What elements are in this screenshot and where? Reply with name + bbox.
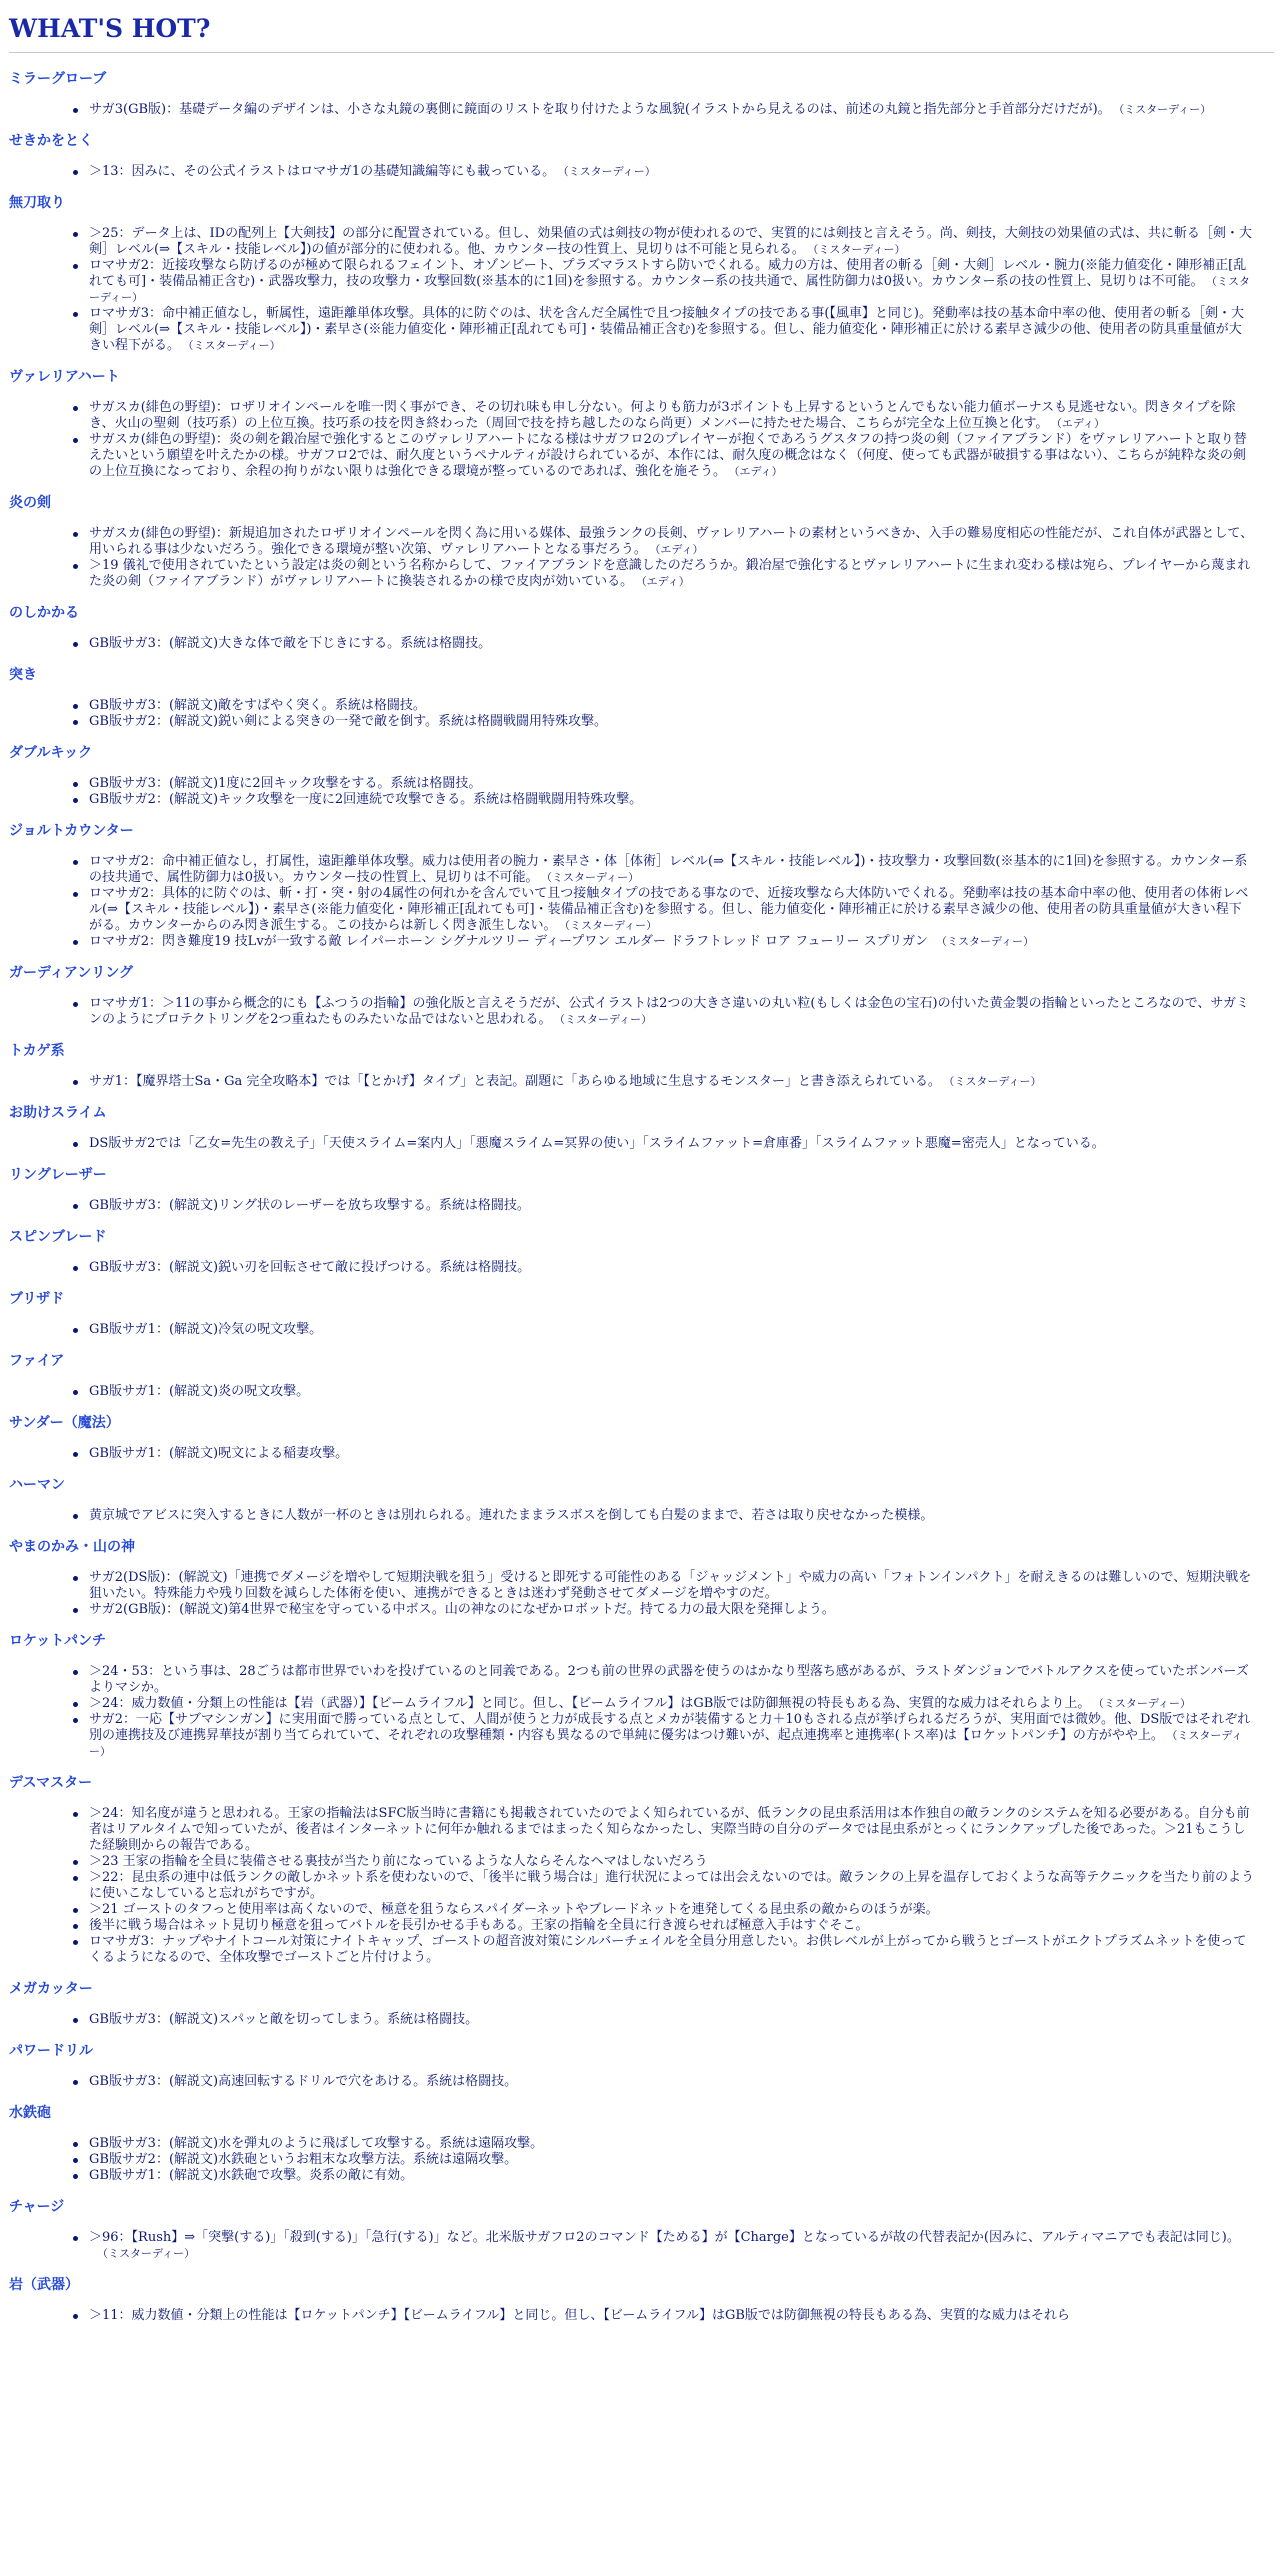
comment-author: （ミスターディー）	[89, 275, 1251, 304]
comment-item	[89, 432, 1274, 480]
entry-section	[9, 71, 1274, 118]
entry-heading-link[interactable]: ヴァレリアハート	[9, 369, 120, 385]
comment-item	[89, 2230, 1274, 2262]
entry-heading-link[interactable]: ダブルキック	[9, 745, 93, 761]
entry-section	[9, 1633, 1274, 1760]
comment-text: GB版サガ3：(解説文)リング状のレーザーを放ち攻撃する。系統は格闘技。	[89, 1198, 530, 1213]
comment-text: GB版サガ1：(解説文)水鉄砲で攻撃。炎系の敵に有効。	[89, 2168, 414, 2183]
comment-item	[89, 558, 1274, 590]
comment-list	[9, 164, 1274, 180]
comment-author: （ミスターディー）	[812, 243, 906, 256]
entry-section	[9, 605, 1274, 652]
entry-heading-link[interactable]: ロケットパンチ	[9, 1633, 107, 1649]
comment-author: （ミスターディー）	[1118, 103, 1212, 116]
comment-list	[9, 226, 1274, 354]
comment-item	[89, 1198, 1274, 1214]
comment-list	[9, 1322, 1274, 1338]
comment-list	[9, 1074, 1274, 1090]
entry-section	[9, 1477, 1274, 1524]
entry-section	[9, 1415, 1274, 1462]
entry-heading-link[interactable]: サンダー（魔法）	[9, 1415, 120, 1431]
entry-section	[9, 1105, 1274, 1152]
comment-author: （ミスターディー）	[564, 919, 658, 932]
entry-heading-link[interactable]: のしかかる	[9, 605, 79, 621]
entry-heading-link[interactable]: パワードリル	[9, 2043, 93, 2059]
comment-text: GB版サガ3：(解説文)1度に2回キック攻撃をする。系統は格闘技。	[89, 776, 482, 791]
comment-text: ＞13：因みに、その公式イラストはロマサガ1の基礎知識編等にも載っている。	[89, 164, 556, 179]
entry-section	[9, 2105, 1274, 2184]
comment-author: （エディ）	[734, 465, 783, 478]
entry-section	[9, 1291, 1274, 1338]
comment-item	[89, 400, 1274, 432]
comment-text: GB版サガ2：(解説文)水鉄砲というお粗末な攻撃方法。系統は遠隔攻撃。	[89, 2152, 518, 2167]
entry-section	[9, 2043, 1274, 2090]
comment-item	[89, 1322, 1274, 1338]
entries-list	[9, 71, 1274, 2324]
entry-heading-link[interactable]: ハーマン	[9, 1477, 65, 1493]
comment-item	[89, 1696, 1274, 1712]
comment-item	[89, 1446, 1274, 1462]
comment-list	[9, 698, 1274, 730]
comment-author: （ミスターディー）	[546, 871, 640, 884]
comment-item	[89, 792, 1274, 808]
comment-list	[9, 1570, 1274, 1618]
entry-section	[9, 133, 1274, 180]
comment-text: ロマサガ2：命中補正値なし，打属性，遠距離単体攻撃。威力は使用者の腕力・素早さ・体［体術］レベル(⇒【スキル・技能レベル】)・技攻撃力・攻撃回数(※基本的に1回)を参照する。カウンター系の技共通で、属性防御力は0扱い。カウンター技の性質上、見切りは不可能。	[89, 854, 1248, 885]
comment-item	[89, 2136, 1274, 2152]
comment-author: （エディ）	[641, 575, 690, 588]
comment-item	[89, 1664, 1274, 1696]
entry-heading-link[interactable]: 無刀取り	[9, 195, 65, 211]
comment-text: 黄京城でアビスに突入するときに人数が一杯のときは別れられる。連れたままラスボスを倒しても白髪のままで、若さは取り戻せなかった模様。	[89, 1508, 934, 1523]
comment-list	[9, 2012, 1274, 2028]
comment-item	[89, 1854, 1274, 1870]
comment-text: ＞22：昆虫系の連中は低ランクの敵しかネット系を使わないので、「後半に戦う場合は」進行状況によっては出会えないのでは。敵ランクの上昇を温存しておくような高等テクニックを当たり前のように使いこなしていると忘れがちですが。	[89, 1870, 1254, 1901]
comment-text: ロマサガ3：ナップやナイトコール対策にナイトキャップ、ゴーストの超音波対策にシルバーチェイルを全員分用意したい。お供レベルが上がってから戦うとゴーストがエクトプラズムネットを使ってくるようになるので、全体攻撃でゴーストごと片付けよう。	[89, 1934, 1247, 1965]
entry-heading-link[interactable]: スピンブレード	[9, 1229, 107, 1245]
comment-item	[89, 2308, 1274, 2324]
comment-author: （ミスターディー）	[97, 2247, 196, 2260]
entry-section	[9, 2199, 1274, 2262]
comment-item	[89, 1570, 1274, 1602]
entry-section	[9, 369, 1274, 480]
comment-text: ＞25：データ上は、IDの配列上【大剣技】の部分に配置されている。但し、効果値の式は剣技の物が使われるので、実質的には剣技と言えそう。尚、剣技，大剣技の効果値の式は、共に斬る［剣・大剣］レベル(⇒【スキル・技能レベル】)の値が部分的に使われる。他、カウンター技の性質上、見切りは不可能と見られる。	[89, 226, 1252, 257]
entry-section	[9, 195, 1274, 354]
comment-author: （ミスターディー）	[188, 339, 281, 352]
entry-heading-link[interactable]: やまのかみ・山の神	[9, 1539, 135, 1555]
entry-heading-link[interactable]: ガーディアンリング	[9, 965, 134, 981]
comment-text: ＞11：威力数値・分類上の性能は【ロケットパンチ】【ビームライフル】と同じ。但し、【ビームライフル】はGB版では防御無視の特長もある為、実質的な威力はそれら	[89, 2308, 1070, 2323]
entry-heading-link[interactable]: トカゲ系	[9, 1043, 65, 1059]
title-divider	[9, 52, 1274, 53]
comment-list	[9, 2074, 1274, 2090]
comment-text: GB版サガ3：(解説文)敵をすばやく突く。系統は格闘技。	[89, 698, 426, 713]
comment-text: 後半に戦う場合はネット見切り極意を狙ってバトルを長引かせる手もある。王家の指輪を全員に行き渡らせれば極意入手はすぐそこ。	[89, 1918, 869, 1933]
comment-text: GB版サガ1：(解説文)冷気の呪文攻撃。	[89, 1322, 323, 1337]
comment-item	[89, 102, 1274, 118]
comment-text: ＞24：威力数値・分類上の性能は【岩（武器）】【ビームライフル】と同じ。但し、【ビームライフル】はGB版では防御無視の特長もある為、実質的な威力はそれらより上。	[89, 1696, 1091, 1711]
comment-text: GB版サガ3：(解説文)水を弾丸のように飛ばして攻撃する。系統は遠隔攻撃。	[89, 2136, 544, 2151]
entry-section	[9, 1043, 1274, 1090]
comment-item	[89, 2168, 1274, 2184]
comment-item	[89, 1074, 1274, 1090]
comment-item	[89, 636, 1274, 652]
entry-heading-link[interactable]: お助けスライム	[9, 1105, 107, 1121]
entry-heading-link[interactable]: せきかをとく	[9, 133, 93, 149]
comment-text: GB版サガ1：(解説文)炎の呪文攻撃。	[89, 1384, 310, 1399]
comment-text: サガ2(GB版)：(解説文)第4世界で秘宝を守っている中ボス。山の神なのになぜかロボットだ。持てる力の最大限を発揮しよう。	[89, 1602, 835, 1617]
comment-item	[89, 2012, 1274, 2028]
comment-author: （エディ）	[1056, 417, 1106, 430]
comment-text: サガ2(DS版)：(解説文)「連携でダメージを増やして短期決戦を狙う」受けると即死する可能性のある「ジャッジメント」や威力の高い「フォトンインパクト」を耐えきるのは難しいので、短期決戦を狙いたい。特殊能力や残り回数を減らした体術を使い、連携ができるときは迷わず発動させてダメージを増やすのだ。	[89, 1570, 1252, 1601]
entry-section	[9, 823, 1274, 950]
comment-list	[9, 776, 1274, 808]
comment-item	[89, 226, 1274, 258]
comment-text: ＞21 ゴーストのタフっと使用率は高くないので、極意を狙うならスパイダーネットやブレードネットを連発してくる昆虫系の敵からのほうが楽。	[89, 1902, 939, 1917]
comment-text: GB版サガ3：(解説文)大きな体で敵を下じきにする。系統は格闘技。	[89, 636, 492, 651]
entry-section	[9, 1353, 1274, 1400]
comment-text: サガ2：一応【サブマシンガン】に実用面で勝っている点として、人間が使うと力が成長する点とメカが装備すると力＋10もされる点が挙げられるだろうが、実用面では微妙。他、DS版ではそれぞれ別の連携技及び連携昇華技が割り当てられていて、それぞれの攻撃種類・内容も異なるので単純に優劣はつけ難いが、起点連携率と連携率(トス率)は【ロケットパンチ】の方がやや上。	[89, 1712, 1251, 1743]
comment-text: ＞96：【Rush】⇒「突撃(する)」「殺到(する)」「急行(する)」など。北米版サガフロ2のコマンド【ためる】が【Charge】となっているが故の代替表記か(因みに、アルティマニアでも表記は同じ)。	[89, 2230, 1240, 2245]
comment-item	[89, 1384, 1274, 1400]
comment-text: GB版サガ2：(解説文)鋭い剣による突きの一発で敵を倒す。系統は格闘戦闘用特殊攻撃。	[89, 714, 608, 729]
entry-heading-link[interactable]: ミラーグローブ	[9, 71, 107, 87]
comment-item	[89, 258, 1274, 306]
comment-text: ＞24：知名度が違うと思われる。王家の指輪法はSFC版当時に書籍にも掲載されていたのでよく知られているが、低ランクの昆虫系活用は本作独自の敵ランクのシステムを知る必要がある。自分も前者はリアルタイムで知っていたが、後者はインターネットに何年か触れるまではまったく知らなかったし、実際当時の自分のデータでは昆虫系がとっくにランクアップした後であった。＞21もこうした経験則からの報告である。	[89, 1806, 1250, 1853]
comment-text: ロマサガ2：具体的に防ぐのは、斬・打・突・射の4属性の何れかを含んでいて且つ接触タイプの技である事なので、近接攻撃なら大体防いでくれる。発動率は技の基本命中率の他、使用者の体術レベル(⇒【スキル・技能レベル】)・素早さ(※能力値変化・陣形補正[乱れても可]・装備品補正含む)を参照する。但し、能力値変化・陣形補正に於ける素早さ減少の他、使用者の防具重量値が大きい程下がる。カウンターからのみ閃き派生する。この技からは新しく閃き派生しない。	[89, 886, 1249, 933]
entry-section	[9, 1229, 1274, 1276]
comment-list	[9, 1446, 1274, 1462]
comment-list	[9, 1384, 1274, 1400]
comment-item	[89, 2074, 1274, 2090]
comment-text: GB版サガ3：(解説文)鋭い刃を回転させて敵に投げつける。系統は格闘技。	[89, 1260, 531, 1275]
comment-list	[9, 2308, 1274, 2324]
comment-text: GB版サガ1：(解説文)呪文による稲妻攻撃。	[89, 1446, 349, 1461]
comment-list	[9, 1198, 1274, 1214]
entry-section	[9, 667, 1274, 730]
entry-heading-link[interactable]: チャージ	[9, 2199, 65, 2215]
comment-list	[9, 1260, 1274, 1276]
comment-text: ロマサガ2：閃き難度19 技Lvが一致する敵 レイパーホーン シグナルツリー ディープワン エルダー ドラフトレッド ロア フューリー スプリガン	[89, 934, 929, 949]
comment-author: （エディ）	[654, 543, 704, 556]
entry-heading-link[interactable]: 水鉄砲	[9, 2105, 51, 2121]
comment-item	[89, 1508, 1274, 1524]
comment-list	[9, 636, 1274, 652]
comment-author: （ミスターディー）	[559, 1013, 653, 1026]
entry-heading-link[interactable]: 岩（武器）	[9, 2277, 79, 2293]
comment-text: ロマサガ2：近接攻撃なら防げるのが極めて限られるフェイント、オゾンビート、プラズマラストすら防いでくれる。威力の方は、使用者の斬る［剣・大剣］レベル・腕力(※能力値変化・陣形補正[乱れても可]・装備品補正含む)・武器攻撃力，技の攻撃力・攻撃回数(※基本的に1回)を参照する。カウンター系の技共通で、属性防御力は0扱い。カウンター系の技の性質上、見切りは不可能。	[89, 258, 1247, 289]
entry-heading-link[interactable]: ジョルトカウンター	[9, 823, 134, 839]
comment-list	[9, 854, 1274, 950]
comment-item	[89, 1870, 1274, 1902]
comment-item	[89, 1260, 1274, 1276]
comment-list	[9, 1136, 1274, 1152]
comment-list	[9, 996, 1274, 1028]
comment-list	[9, 1508, 1274, 1524]
entry-section	[9, 1167, 1274, 1214]
comment-list	[9, 1664, 1274, 1760]
comment-item	[89, 1712, 1274, 1760]
comment-text: GB版サガ3：(解説文)スパッと敵を切ってしまう。系統は格闘技。	[89, 2012, 479, 2027]
comment-text: サガスカ(緋色の野望)：炎の剣を鍛冶屋で強化するとこのヴァレリアハートになる様はサガフロ2のプレイヤーが抱くであろうグスタフの持つ炎の剣（ファイアブランド）をヴァレリアハートと取り替えたいという願望を叶えたかの様。サガフロ2では、耐久度というペナルティが設けられているが、本作には、耐久度の概念はなく（何度、使っても武器が破損する事はない）、こちらが純粋な炎の剣の上位互換になっており、余程の拘りがない限りは強化できる環境が整っているのであれば、強化を施そう。	[89, 432, 1247, 479]
comment-text: ロマサガ1：＞11の事から概念的にも【ふつうの指輪】の強化版と言えそうだが、公式イラストは2つの大きさ違いの丸い粒(もしくは金色の宝石)の付いた黄金製の指輪といったところなので、サガミンのようにプロテクトリングを2つ重ねたものみたいな品ではないと思われる。	[89, 996, 1250, 1027]
comment-list	[9, 526, 1274, 590]
entry-heading-link[interactable]: リングレーザー	[9, 1167, 107, 1183]
comment-text: サガ1：【魔界塔士Sa・Ga 完全攻略本】では「【とかげ】タイプ」と表記。副題に「あらゆる地域に生息するモンスター」と書き添えられている。	[89, 1074, 941, 1089]
entry-heading-link[interactable]: ファイア	[9, 1353, 65, 1369]
comment-list	[9, 102, 1274, 118]
entry-section	[9, 1775, 1274, 1966]
entry-section	[9, 495, 1274, 590]
comment-item	[89, 526, 1274, 558]
entry-section	[9, 745, 1274, 808]
comment-author: （ミスターディー）	[563, 165, 656, 178]
comment-item	[89, 306, 1274, 354]
page-title: WHAT'S HOT?	[9, 14, 211, 43]
comment-item	[89, 934, 1274, 950]
comment-item	[89, 854, 1274, 886]
comment-item	[89, 698, 1274, 714]
comment-text: ＞19 儀礼で使用されていたという設定は炎の剣という名称からして、ファイアブランドを意識したのだろうか。鍛冶屋で強化するとヴァレリアハートに生まれ変わる様は宛ら、プレイヤーから蔑まれた炎の剣（ファイアブランド）がヴァレリアハートに換装されるかの様で皮肉が効いている。	[89, 558, 1251, 589]
comment-item	[89, 1136, 1274, 1152]
comment-author: （ミスターディー）	[89, 1729, 1243, 1758]
entry-heading-link[interactable]: メガカッター	[9, 1981, 93, 1997]
comment-list	[9, 2230, 1274, 2262]
entry-section	[9, 965, 1274, 1028]
comment-item	[89, 1934, 1274, 1966]
entry-section	[9, 1539, 1274, 1618]
comment-text: ＞23 王家の指輪を全員に装備させる裏技が当たり前になっているような人ならそんなヘマはしないだろう	[89, 1854, 708, 1869]
comment-text: GB版サガ3：(解説文)高速回転するドリルで穴をあける。系統は格闘技。	[89, 2074, 518, 2089]
comment-text: ＞24・53：という事は、28ごうは都市世界でいわを投げているのと同義である。2つも前の世界の武器を使うのはかなり型落ち感があるが、ラストダンジョンでバトルアクスを使っていたボンバーズよりマシか。	[89, 1664, 1249, 1695]
comment-item	[89, 886, 1274, 934]
entry-section	[9, 1981, 1274, 2028]
comment-item	[89, 776, 1274, 792]
entry-heading-link[interactable]: デスマスター	[9, 1775, 93, 1791]
comment-text: ロマサガ3：命中補正値なし，斬属性，遠距離単体攻撃。具体的に防ぐのは、状を含んだ全属性で且つ接触タイプの技である事(【風車】と同じ)。発動率は技の基本命中率の他、使用者の斬る［剣・大剣］レベル(⇒【スキル・技能レベル】)・素早さ(※能力値変化・陣形補正[乱れても可]・装備品補正含む)を参照する。但し、能力値変化・陣形補正に於ける素早さ減少の他、使用者の防具重量値が大きい程下がる。	[89, 306, 1245, 353]
comment-author: （ミスターディー）	[1098, 1697, 1191, 1710]
entry-heading-link[interactable]: 炎の剣	[9, 495, 51, 511]
comment-list	[9, 2136, 1274, 2184]
comment-text: DS版サガ2では「乙女=先生の教え子」「天使スライム=案内人」「悪魔スライム=冥界の使い」「スライムファット=倉庫番」「スライムファット悪魔=密売人」となっている。	[89, 1136, 1105, 1151]
comment-item	[89, 714, 1274, 730]
comment-list	[9, 400, 1274, 480]
comment-text: GB版サガ2：(解説文)キック攻撃を一度に2回連続で攻撃できる。系統は格闘戦闘用特殊攻撃。	[89, 792, 643, 807]
comment-text: サガスカ(緋色の野望)：新規追加されたロザリオインペールを閃く為に用いる媒体、最強ランクの長剣、ヴァレリアハートの素材というべきか、入手の難易度相応の性能だが、これ自体が武器として、用いられる事は少ないだろう。強化できる環境が整い次第、ヴァレリアハートとなる事だろう。	[89, 526, 1254, 557]
comment-item	[89, 2152, 1274, 2168]
entry-heading-link[interactable]: ブリザド	[9, 1291, 65, 1307]
comment-item	[89, 164, 1274, 180]
comment-item	[89, 1902, 1274, 1918]
comment-text: サガスカ(緋色の野望)：ロザリオインペールを唯一閃く事ができ、その切れ味も申し分ない。何よりも筋力が3ポイントも上昇するというとんでもない能力値ボーナスも見逃せない。閃きタイプを除き、火山の聖剣（技巧系）の上位互換。技巧系の技を閃き終わった（周回で技を持ち越したのなら尚更）メンバーに持たせた場合、こちらが完全な上位互換と化す。	[89, 400, 1236, 431]
comment-text: サガ3(GB版)：基礎データ編のデザインは、小さな丸鏡の裏側に鏡面のリストを取り付けたような風貌(イラストから見えるのは、前述の丸鏡と指先部分と手首部分だけだが)。	[89, 102, 1111, 117]
comment-item	[89, 1918, 1274, 1934]
comment-item	[89, 996, 1274, 1028]
comment-author: （ミスターディー）	[936, 935, 1035, 948]
comment-item	[89, 1806, 1274, 1854]
entry-section	[9, 2277, 1274, 2324]
comment-list	[9, 1806, 1274, 1966]
comment-author: （ミスターディー）	[948, 1075, 1042, 1088]
entry-heading-link[interactable]: 突き	[9, 667, 37, 683]
comment-item	[89, 1602, 1274, 1618]
